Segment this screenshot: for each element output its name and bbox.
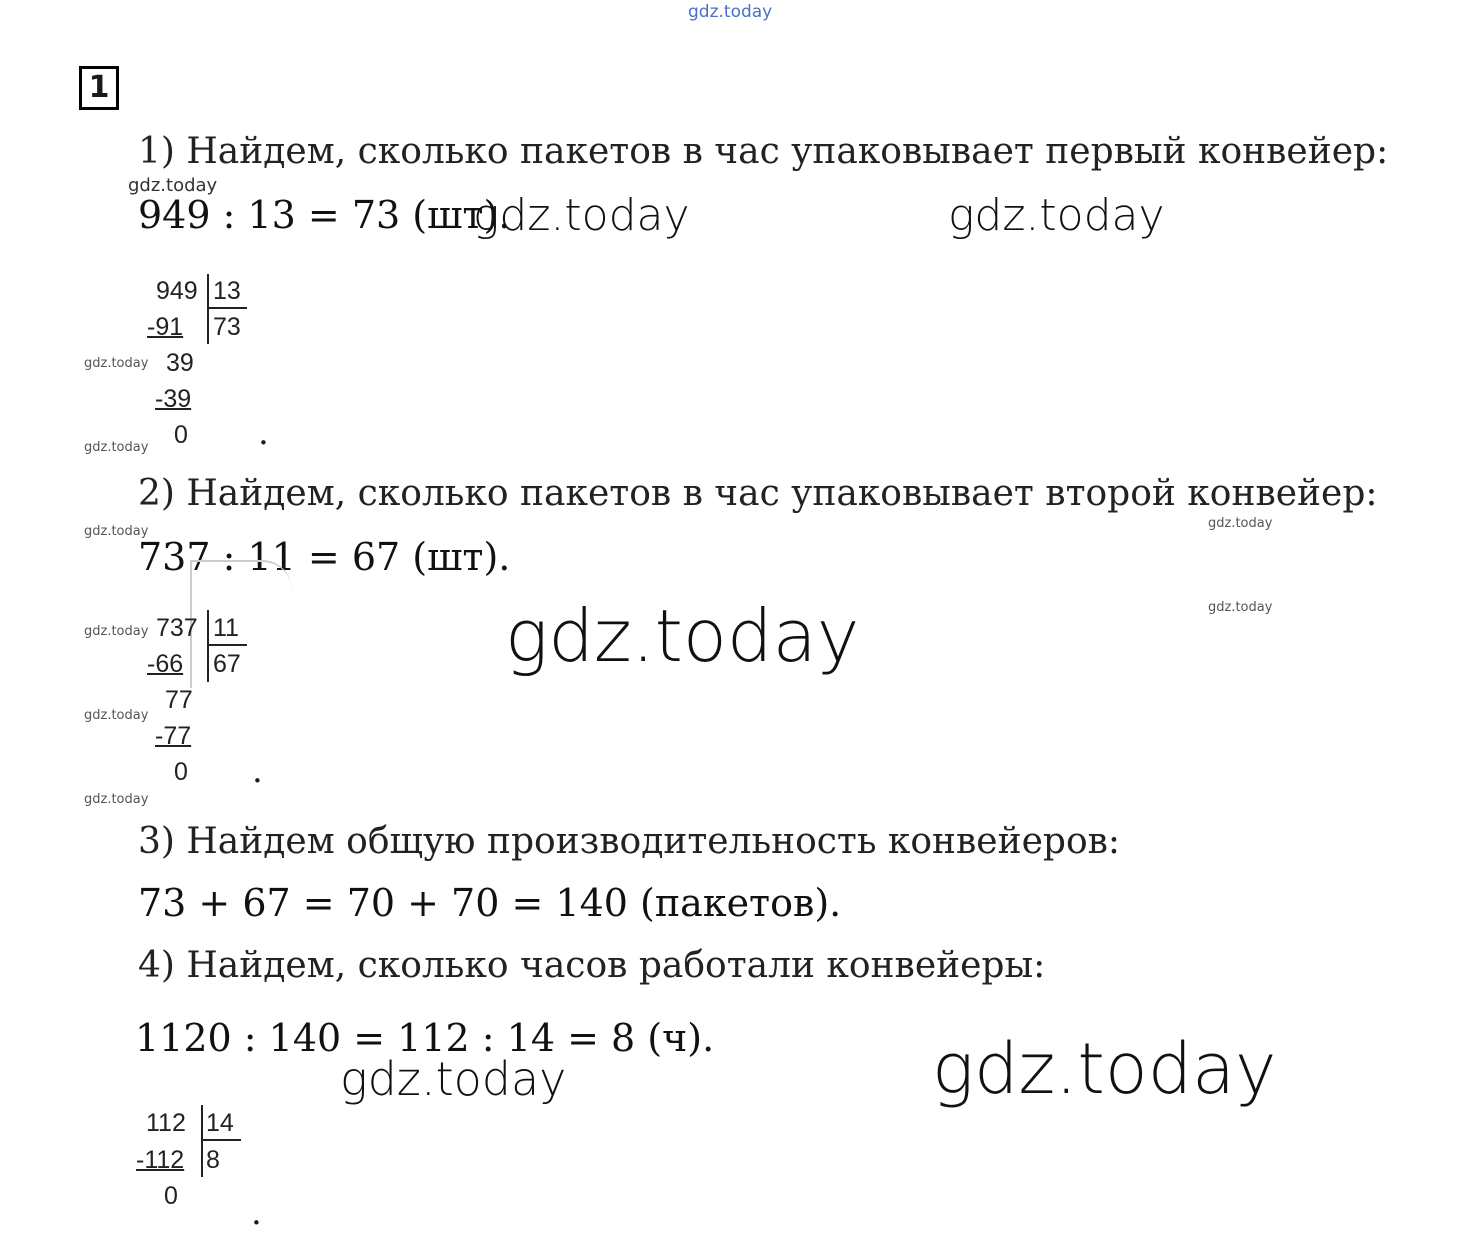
- division-bar: [207, 274, 209, 344]
- remainder: 77: [165, 686, 193, 714]
- subtrahend: -39: [155, 385, 192, 413]
- step-2-text: 2) Найдем, сколько пакетов в час упаковывает второй конвейер:: [138, 473, 1378, 514]
- step-2-equation: 737 : 11 = 67 (шт).: [138, 535, 511, 579]
- watermark-small: gdz.today: [84, 624, 149, 639]
- watermark-large: gdz.today: [932, 1028, 1277, 1110]
- step-3-text: 3) Найдем общую производительность конвейеров:: [138, 821, 1121, 862]
- task-number: 1: [79, 66, 119, 110]
- watermark: gdz.today: [948, 190, 1165, 241]
- subtrahend: -91: [147, 313, 184, 341]
- divisor-underline: [203, 1139, 241, 1141]
- watermark-small: gdz.today: [84, 524, 149, 539]
- divisor: 13: [213, 277, 241, 305]
- division-bar: [207, 610, 209, 682]
- watermark-small: gdz.today: [84, 356, 149, 371]
- step-4-text: 4) Найдем, сколько часов работали конвейеры:: [138, 945, 1046, 986]
- divisor: 14: [206, 1109, 234, 1137]
- remainder: 0: [174, 758, 188, 786]
- subtrahend: -112: [136, 1146, 185, 1174]
- step-1-equation: 949 : 13 = 73 (шт).: [138, 193, 511, 237]
- watermark-small: gdz.today: [84, 708, 149, 723]
- watermark-small: gdz.today: [128, 175, 218, 196]
- dividend: 949: [156, 277, 198, 305]
- step-4-equation: 1120 : 140 = 112 : 14 = 8 (ч).: [135, 1016, 715, 1060]
- dividend: 737: [156, 614, 198, 642]
- quotient: 8: [206, 1146, 220, 1174]
- division-bar: [201, 1105, 203, 1177]
- divisor-underline: [209, 644, 247, 646]
- remainder: 39: [166, 349, 194, 377]
- watermark-small: gdz.today: [1208, 516, 1273, 531]
- quotient: 67: [213, 650, 241, 678]
- divisor-underline: [209, 307, 247, 309]
- watermark: gdz.today: [473, 190, 690, 241]
- faint-bracket: [190, 560, 292, 688]
- period: .: [258, 413, 269, 453]
- divisor: 11: [213, 614, 239, 642]
- subtrahend: -77: [155, 722, 192, 750]
- remainder: 0: [164, 1182, 178, 1210]
- step-3-equation: 73 + 67 = 70 + 70 = 140 (пакетов).: [138, 881, 842, 925]
- watermark-large: gdz.today: [505, 594, 860, 678]
- remainder: 0: [174, 421, 188, 449]
- watermark-small: gdz.today: [84, 440, 149, 455]
- period: .: [251, 1193, 262, 1233]
- period: .: [252, 751, 263, 791]
- subtrahend: -66: [147, 650, 184, 678]
- watermark-small: gdz.today: [1208, 600, 1273, 615]
- quotient: 73: [213, 313, 241, 341]
- step-1-text: 1) Найдем, сколько пакетов в час упаковывает первый конвейер:: [138, 131, 1389, 172]
- watermark: gdz.today: [340, 1052, 567, 1106]
- watermark-top: gdz.today: [688, 2, 773, 22]
- dividend: 112: [146, 1109, 186, 1137]
- watermark-small: gdz.today: [84, 792, 149, 807]
